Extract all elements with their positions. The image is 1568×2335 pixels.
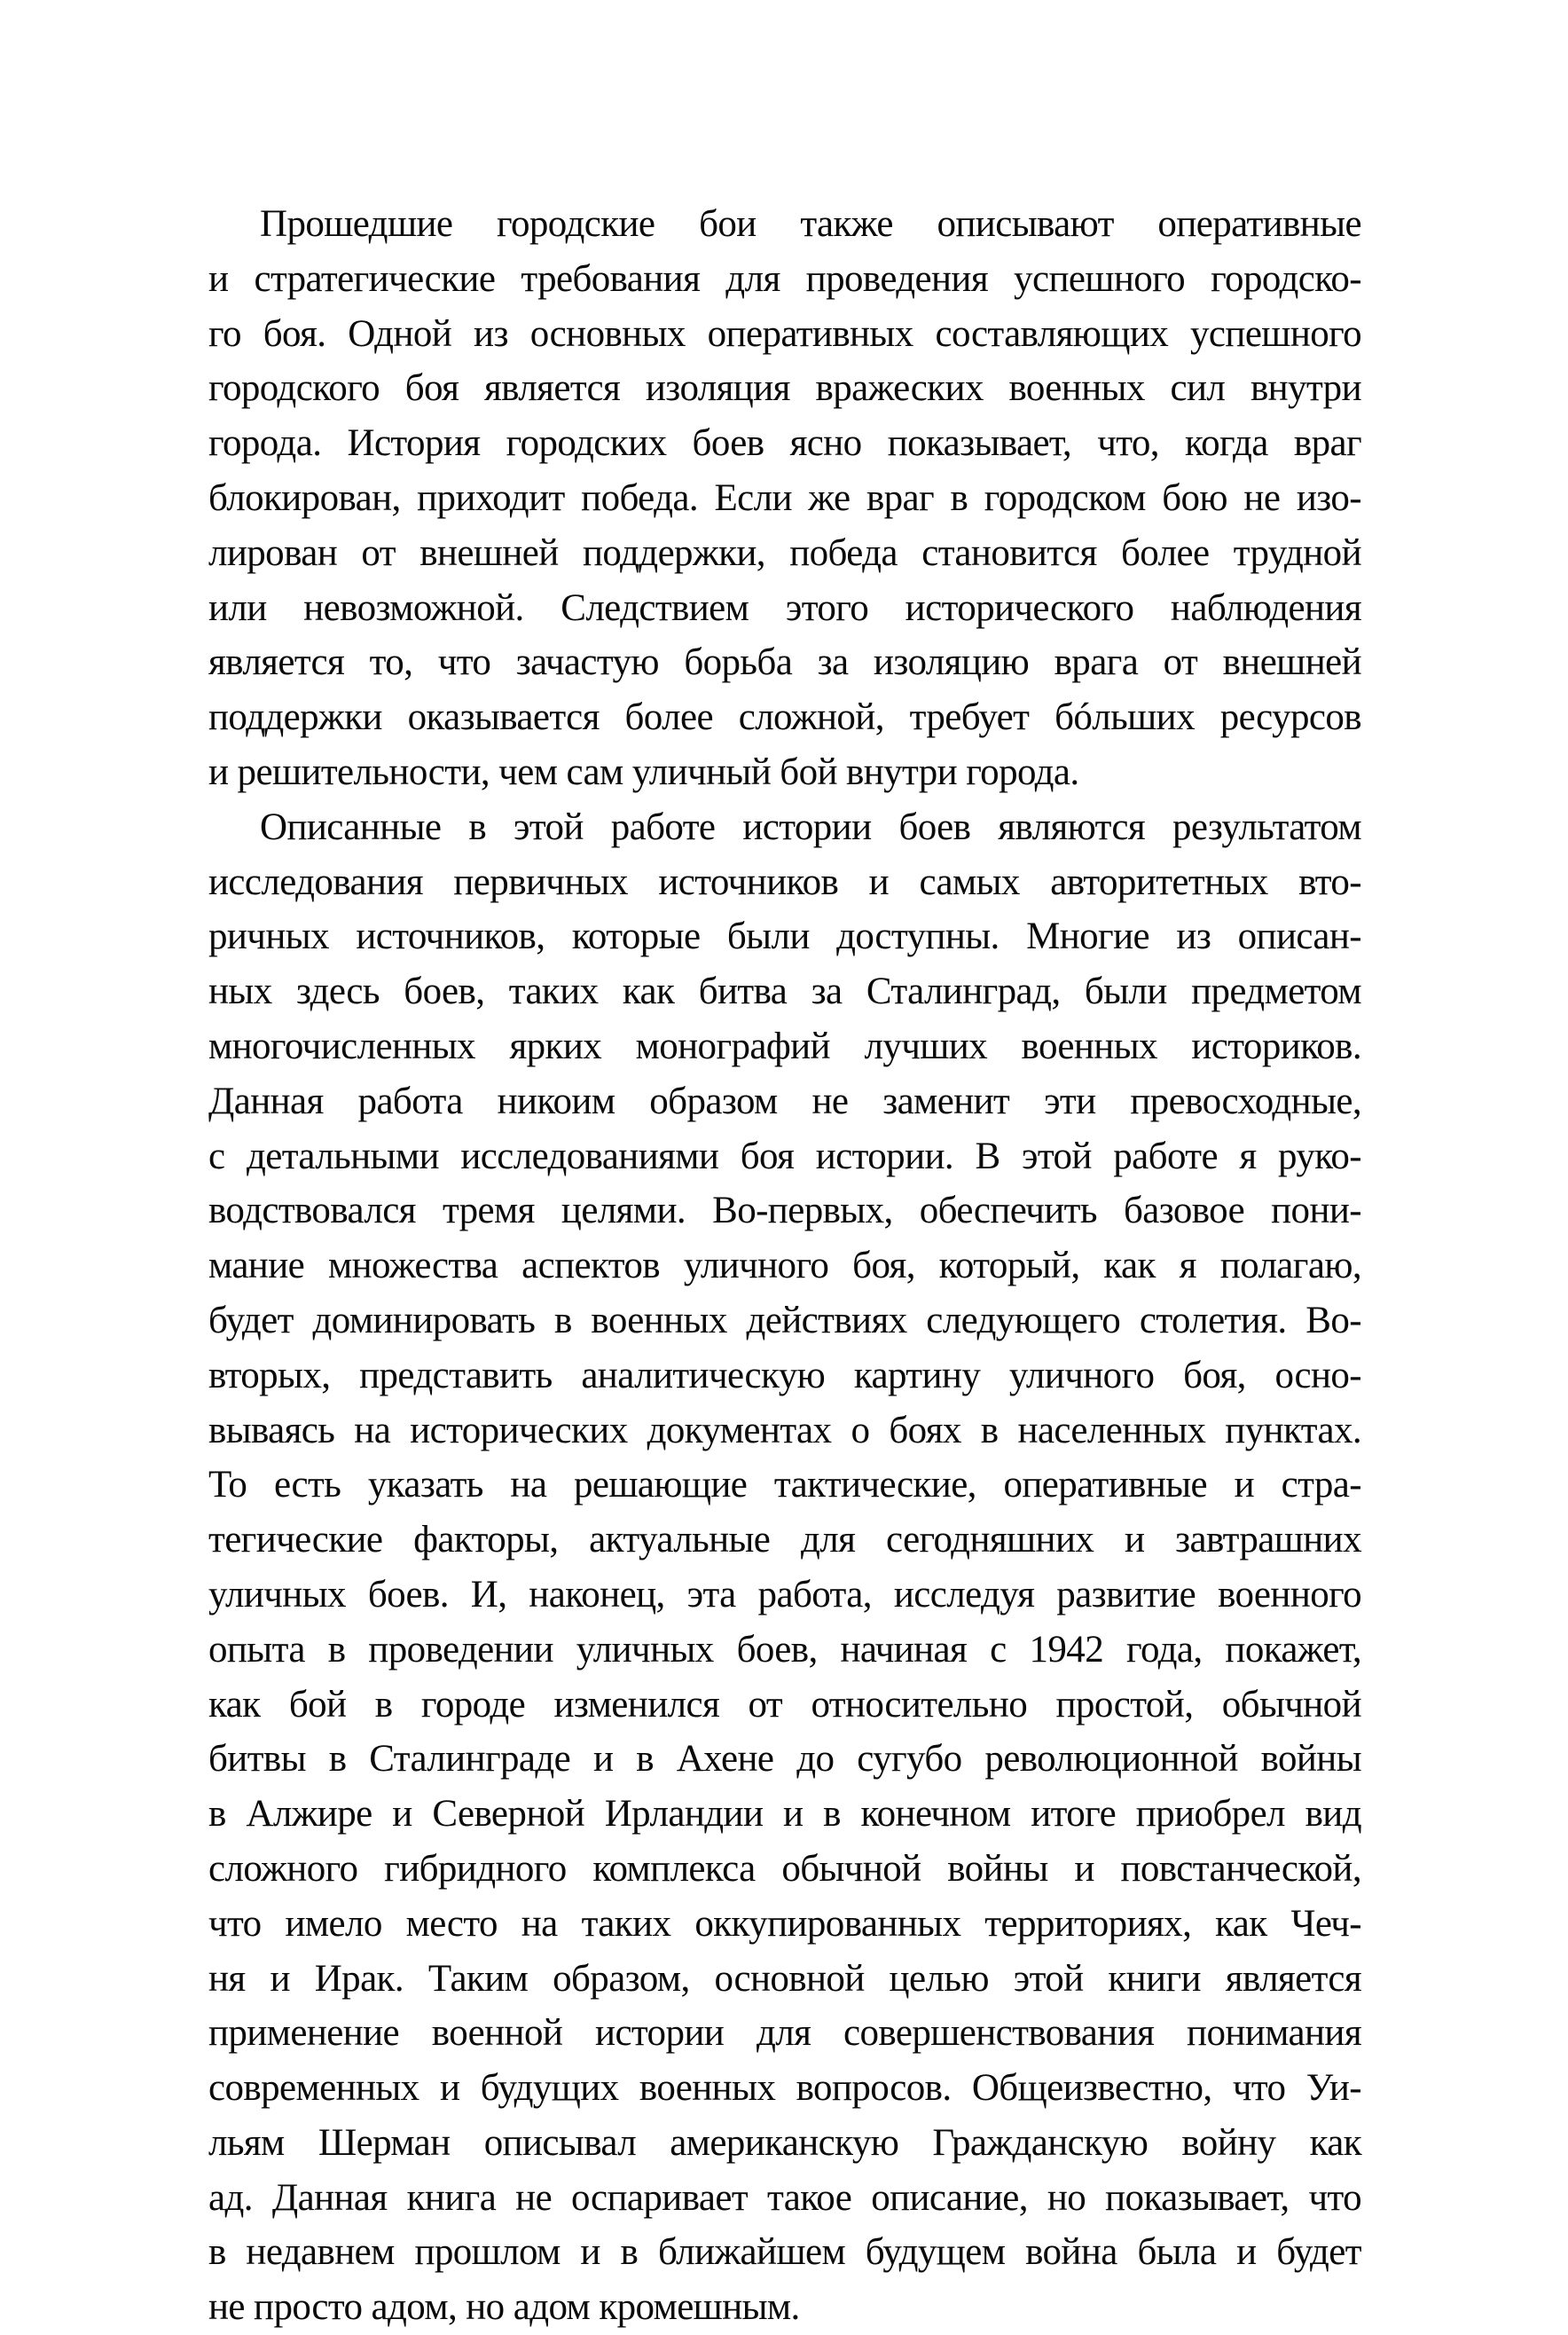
text-line: ричных источников, которые были доступны. Многие из описан-: [208, 916, 1361, 958]
text-line: и решительности, чем сам уличный бой внутри города.: [208, 751, 1079, 793]
text-line: Описанные в этой работе истории боев являются результатом: [260, 806, 1361, 848]
text-line: битвы в Сталинграде и в Ахене до сугубо революционной войны: [208, 1738, 1361, 1781]
text-line: го боя. Одной из основных оперативных составляющих успешного: [208, 312, 1361, 355]
text-line: что имело место на таких оккупированных территориях, как Чеч-: [208, 1902, 1361, 1945]
text-line: применение военной истории для совершенствования понимания: [208, 2012, 1361, 2055]
text-line: не просто адом, но адом кромешным.: [208, 2286, 800, 2329]
text-line: опыта в проведении уличных боев, начиная с 1942 года, покажет,: [208, 1628, 1361, 1671]
text-line: водствовался тремя целями. Во-первых, обеспечить базовое пони-: [208, 1190, 1361, 1232]
text-line: с детальными исследованиями боя истории. В этой работе я руко-: [208, 1135, 1361, 1177]
text-line: вторых, представить аналитическую картину уличного боя, осно-: [208, 1354, 1361, 1396]
text-line: будет доминировать в военных действиях следующего столетия. Во-: [208, 1299, 1361, 1341]
text-line: ад. Данная книга не оспаривает такое описание, но показывает, что: [208, 2176, 1361, 2219]
text-line: в недавнем прошлом и в ближайшем будущем война была и будет: [208, 2231, 1361, 2274]
paragraph-1: [208, 197, 1361, 800]
text-line: является то, что зачастую борьба за изоляцию врага от внешней: [208, 641, 1361, 684]
text-line: поддержки оказывается более сложной, требует бóльших ресурсов: [208, 696, 1361, 739]
text-line: блокирован, приходит победа. Если же враг в городском бою не изо-: [208, 476, 1361, 519]
text-line: многочисленных ярких монографий лучших военных историков.: [208, 1025, 1361, 1067]
text-line: тегические факторы, актуальные для сегодняшних и завтрашних: [208, 1519, 1361, 1561]
text-line: мание множества аспектов уличного боя, который, как я полагаю,: [208, 1245, 1361, 1287]
text-line: Данная работа никоим образом не заменит эти превосходные,: [208, 1080, 1361, 1122]
text-line: и стратегические требования для проведения успешного городско-: [208, 257, 1361, 300]
text-line: как бой в городе изменился от относительно простой, обычной: [208, 1683, 1361, 1726]
text-line: в Алжире и Северной Ирландии и в конечном итоге приобрел вид: [208, 1793, 1361, 1836]
text-line: исследования первичных источников и самых авторитетных вто-: [208, 861, 1361, 903]
text-line: лирован от внешней поддержки, победа становится более трудной: [208, 531, 1361, 574]
body-text: [208, 197, 1361, 2335]
text-line: ных здесь боев, таких как битва за Сталинград, были предметом: [208, 971, 1361, 1013]
text-line: города. История городских боев ясно показывает, что, когда враг: [208, 422, 1361, 465]
text-line: или невозможной. Следствием этого исторического наблюдения: [208, 586, 1361, 629]
text-line: Прошедшие городские бои также описывают оперативные: [260, 203, 1361, 245]
text-line: уличных боев. И, наконец, эта работа, исследуя развитие военного: [208, 1573, 1361, 1616]
text-line: ня и Ирак. Таким образом, основной целью этой книги является: [208, 1957, 1361, 2000]
text-line: современных и будущих военных вопросов. Общеизвестно, что Уи-: [208, 2067, 1361, 2110]
text-line: То есть указать на решающие тактические, оперативные и стра-: [208, 1464, 1361, 1506]
text-line: сложного гибридного комплекса обычной войны и повстанческой,: [208, 1847, 1361, 1890]
paragraph-2: [208, 800, 1361, 2335]
text-line: льям Шерман описывал американскую Гражданскую войну как: [208, 2121, 1361, 2164]
text-line: вываясь на исторических документах о боях в населенных пунктах.: [208, 1409, 1361, 1451]
text-line: городского боя является изоляция вражеских военных сил внутри: [208, 367, 1361, 410]
